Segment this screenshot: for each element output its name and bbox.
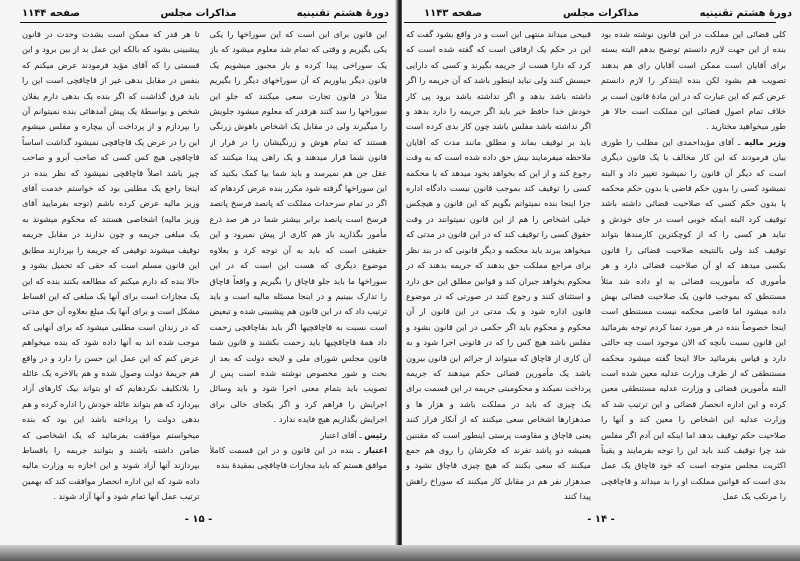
speaker-name: وزیر مالیه <box>744 136 786 147</box>
paragraph <box>406 27 591 505</box>
page-label: صفحه ۱۱۴۴ <box>22 8 81 19</box>
text-columns <box>22 27 387 509</box>
page-header <box>402 8 800 22</box>
paragraph <box>210 428 388 443</box>
paragraph <box>210 27 388 428</box>
paragraph-text: تا هر قدر که ممکن است بشدت وحدت در قانون پیشبینی بشود که بالکه این عمل بد از بین برود و این قسمتی را که آقای مؤید فرمودند عرض میکنم که بنفس در مقابل بدهی غیر از قاچاقچی است این را باید فرق گذاشت که اگر بنده یک بدهی دارم بفلان شخص و بواسطهٔ یک پیش آمدهائی بنده نمیتوانم آن را بپردازم و از پرداخت آن بیچاره و مفلس میشوم این را در عرض یک قاچاقچی نمیشود گذاشت اساساً قاچاقچی هیچ کس کسی که صاحب آبرو و صاحب چیز باشد اصلاً قاچاقچی نمیشود که نظر بنده در اینجا راجع یک مطلبی بود که خواستم خدمت آقای وزیر مالیه عرض کرده باشم (توجه بفرمایید آقای وزیر مالیه) اشخاصی هستند که محکوم میشوند به یک مبلغی جریمه و چون ندارند در مقابل جریمه توقیف میشوند توقیفی که جریمه را بپردازند مطابق این قانون مسلم است که حقی که تحمیل بشود و حالا بنده که دارم میکنم که مطالعه بکنند بنده که این یک مجازات است برای آنها یک مبلغی که این اقساط مشکل است و برای آنها یک مبلغ بعلاوه آن حق مدتی که در زندان است مطلبی میشود که برای آنهایی که موجب شده اند به آنها داده شود که بنده میخواهم عرض کنم که این عمل این حسن را دارد و در واقع هم جریمهٔ دولت وصول شده و هم بالاخره یک عائله را بلاتکلیف نکردهایم که او بتواند بیک کارهای آزاد بپردازد که هم بتواند عائله خودش را اداره کرده و هم بدهی دولت را پرداخته باشد این بود که بنده میخواستم موافقت بفرمائید که یک اشخاصی که ضامن داشته باشند و بتوانند جریمه را باقساط بپردازند آنها آزاد شوند و این اجازه به وزارت مالیه داده شود که این اداره انحصار موافقت کند که بهمین ترتیب عمل آنها تمام شود و آنها آزاد شوند . <box>22 29 200 502</box>
paragraph-text: قبیحی میداند منتهی این است و در واقع بشود گفت که این در حکم یک ارفاقی است که گفته شده است که کرد که دارا هست از جریمه بگیرند و کسی که دارایی حبسش کنند ولی نباید اینطور باشد که آن جریمه را اگر داشته باشد بدهد و اگر نداشته باشد برود پی کار خودش خدا حافظ خیر باید اگر جریمه را دارد بدهد و اگر نداشته باشد مفلس باشد چون کار بدی کرده است باید بر توقیف بماند و مطلق مانند مدت که آقایان ملاحظه میفرمایند بیش حق داده شده است که به وقت رجوع کند و از این که بخواهد بخود میدهد که با محکمه کسی را توقیف کند بموجب قانون نیست دادگاه اداره جزا اینجا بنده نمیتوانم بگویم که این قانون و هیچکس خیلی اشخاص را هم از این قانون نمیتوانند در وقت حقوق کسی را توقیف کند که در این قانون در مدتی که میخواهد ببرند باید محکمه و دیگر قانونی که در بند نظر برای مراجع مملکت حق بدهند که جریمه بدهند که در محکوم بخواهد جبران کند و قوانین مطلق این حق دارد و استثنای کنند و رجوع کنند در صورتی که در موضوع قانون اداره شود و یک مدتی در این قانون از آن محکوم و محکوم باید اگر حکمی در این قانون بشود و مفلس باشد هیچ کس را که در قانونی اجرا شود و به آن کاری از قاچاق که میتواند از جرائم این قانون بیرون باشد یک مأمورین قضائی حکم میدهند که جریمه پرداخت نمیکند و محکومیتی جریمه در این قسمت برای یک چیزی که باید در مملکت باشد و هزار ها و صدهزارها اشخاص سعی میکنند که از آنکار فرار کنند یعنی قاچاق و مقاومت پرستی اینطور است که مقننین همیشه دو پاشد تفرند که فکرشان را روی هم جمع میکنند که سعی بکنند که هیچ چیزی قاچاق نشود و صدهزار نفر هم در مقابل کار میکنند که سوراخ راهش پیدا کنند <box>406 29 591 502</box>
paragraph-text: این قانون برای این است که این سوراخها را یکی یکی بگیریم و وقتی که تمام شد معلوم میشود که باز یک سوراخی پیدا کرده و باز مجبور میشویم یک قانون دیگر بیاوریم که آن سوراخهای دیگر را بگیریم مثلاً در قانون تجارت سعی میکنند که جلو این سوراخها را سد کنند هرقدر که معلوم میشود جلویش را میگیرند ولی در مقابل یک اشخاص باهوش زرنگی هستند که تمام هوش و زرنگیشان را در فرار از قانون شما قرار میدهند و یک راهی پیدا میکنند که عقل جن هم نمیرسد و باید شما بیا کمک بکنید که این سوراخها گرفته شود مکرر بنده عرض کردهام که اگر در تمام سرحدات مملکت که پانصد فرسخ پانصد فرسخ است پانصد برابر بیشتر شما در هر صد ذرع مأمور بگذارید باز هم کاری از پیش نمیرود و این حقیقتی است که باید به آن توجه کرد و بعلاوه موضوع دیگری که هست این است که در این سوراخها ما باید جلو قاچاق را بگیریم و واقعاً قاچاق را تدارک ببینیم و در اینجا مسئله مالیه است و باید ترتیب داد که در این قانون هم پیشبینی شده و تبعیض است نسبت به قاچاقچیها اگر باید بقاچاقچی زحمت داد همهٔ قاچاقچیها باید زحمت بکشند و قانون شما قانون مجلس شورای ملی و لایحه دولت که بعد از بحث و شور مخصوص نوشته شده است پس از تصویب باید بتمام معنی اجرا شود و باید وسائل اجرایش را فراهم کرد و اگر یکجای خالی برای اجرایش بگذاریم هیچ فایده ندارد . <box>209 29 387 425</box>
paragraph <box>601 27 786 135</box>
left-page <box>0 0 397 545</box>
column-right <box>210 27 388 509</box>
speaker-name: رئیس <box>364 429 387 440</box>
paragraph <box>601 135 786 505</box>
paragraph <box>210 443 388 474</box>
header-rule <box>404 22 776 23</box>
page-label: صفحه ۱۱۴۳ <box>424 8 483 19</box>
paragraph-text: کلی قضائی این مملکت در این قانون نوشته شده بود بنده از این جهت لازم دانستم توضیح بدهم البته بسته برای آقایان است ممکن است آقایان رای هم بدهند تصویب هم بشود لکن بنده اینتذکر را لازم دانستم عرض کنم که این عبارت که در این مادهٔ قانون است بر خلاف تمام اصول قضائی این مملکت است حالا هر طور میخواهید مختارید . <box>601 29 786 132</box>
column-right <box>601 27 786 509</box>
paragraph-text: ـ بنده در این قانون و در این قسمت کاملاً موافق هستم که باید مجازات قاچاقچی بمقیدهٔ بنده <box>209 444 387 471</box>
page-number: - ۱۵ - <box>184 514 213 525</box>
session-label: دورهٔ هشتم تقنینیه <box>296 8 389 19</box>
session-label: دورهٔ هشتم تقنینیه <box>699 8 792 19</box>
page-number: - ۱۴ - <box>587 514 615 525</box>
column-left <box>406 27 591 509</box>
journal-title: مذاکرات مجلس <box>562 8 640 19</box>
column-left <box>22 27 200 509</box>
paragraph-text: ـ آقای اعتبار <box>320 429 362 440</box>
paragraph <box>22 27 200 505</box>
text-columns <box>406 27 786 509</box>
paragraph-text: ـ آقای مؤیداحمدی این مطلب را طوری بیان فرمودند که این کار مخالف با یک قانون دیگری است که دیگر آن قانون را نمیشود تغییر داد و البته نمیشود کسی را بدون حکم قاضی یا بدون حکم محکمه یا بدون حکم کسی که صلاحیت قضائی داشته باشد توقیف کرد البته اینکه خوبی است در جای خودش و نباید هر کسی را که از کوچکترین کارمندها بتواند توقیف کند ولی بالنتیجه صلاحیت قضائی را قانون بکسی میدهد که او آن صلاحیت قضائی دارد و هر مأموری که مأموریت قضائی به او داده شد مثلاً مستنطق که بموجب قانون یک صلاحیت قضائی بهش داده میشود اما قاضی محکمه نیست مستنطق است اینجا خصوصاً بنده در هر مورد تمنا کردم توجه بفرمائید این قانون نسبت بآنچه که الان موجود است چه حالتی دارد و قیاس بفرمائید حالا اینجا گفته میشود محکمه مستنطقی که از طرف وزارت عدلیه معین شده است البته مأمورین قضائی و وزارت عدلیه مستنطقی معین کرده و این اداره انحصار قضائی و این ترتیب شد که وزارت عدلیه این اشخاص را معین کند و آنها را صلاحیت حکم توقیف بدهد اما اینکه این آدم اگر مفلس شد چرا توقیف کنند باید این را توجه بفرمایند و یقیناً اکثریت مجلس متوجه است که خود قاچاق یک عمل بدی است که قوانین مملکت او را بد میداند و قاچاقچی را مرتکب یک عمل <box>601 136 786 502</box>
right-page <box>402 0 800 545</box>
page-header <box>0 8 397 22</box>
speaker-name: اعتبار <box>364 444 387 455</box>
header-rule <box>20 22 387 23</box>
journal-title: مذاکرات مجلس <box>160 8 237 19</box>
scan-bottom-edge <box>0 545 800 561</box>
